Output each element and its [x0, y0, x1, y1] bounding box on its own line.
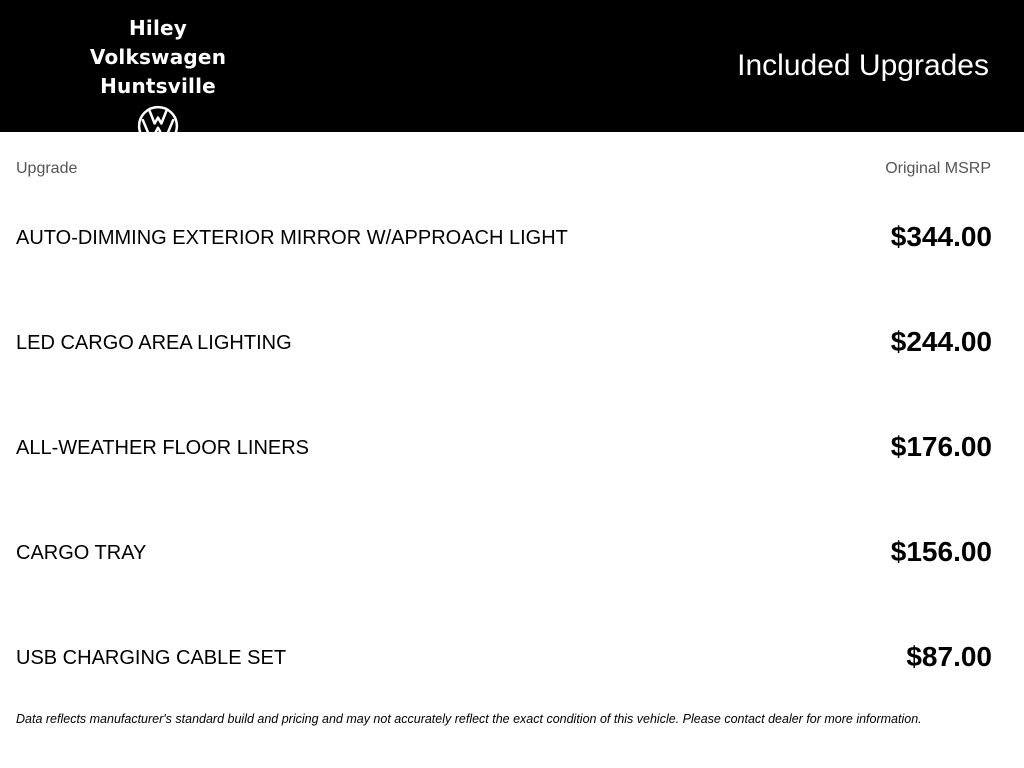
dealer-name: Hiley Volkswagen: [89, 16, 227, 69]
column-header-upgrade: Upgrade: [16, 160, 78, 177]
dealer-city: Huntsville: [100, 74, 216, 98]
upgrade-name: CARGO TRAY: [16, 542, 147, 564]
dealer-logo[interactable]: [58, 14, 258, 147]
column-header-msrp: Original MSRP: [885, 160, 991, 177]
disclaimer-text: Data reflects manufacturer's standard build and pricing and may not accurately reflect the exact condition of this vehicle. Please contact dealer for more information.: [16, 712, 922, 726]
table-row: [16, 638, 992, 678]
page-title: Included Upgrades: [737, 49, 989, 82]
table-row: [16, 323, 992, 363]
upgrade-name: AUTO-DIMMING EXTERIOR MIRROR W/APPROACH LIGHT: [16, 227, 568, 249]
upgrade-name: USB CHARGING CABLE SET: [16, 647, 287, 669]
upgrade-price: $244.00: [890, 326, 992, 357]
upgrade-price: $176.00: [890, 431, 992, 462]
upgrade-name: ALL-WEATHER FLOOR LINERS: [16, 437, 310, 459]
upgrade-name: LED CARGO AREA LIGHTING: [16, 332, 292, 354]
page-header: [0, 0, 1024, 132]
table-row: [16, 428, 992, 468]
upgrade-price: $344.00: [890, 221, 992, 252]
upgrade-price: $156.00: [890, 536, 992, 567]
table-header: [16, 160, 991, 180]
vw-logo-icon: [137, 105, 179, 147]
table-row: [16, 533, 992, 573]
upgrade-price: $87.00: [906, 641, 992, 672]
table-row: [16, 218, 992, 258]
